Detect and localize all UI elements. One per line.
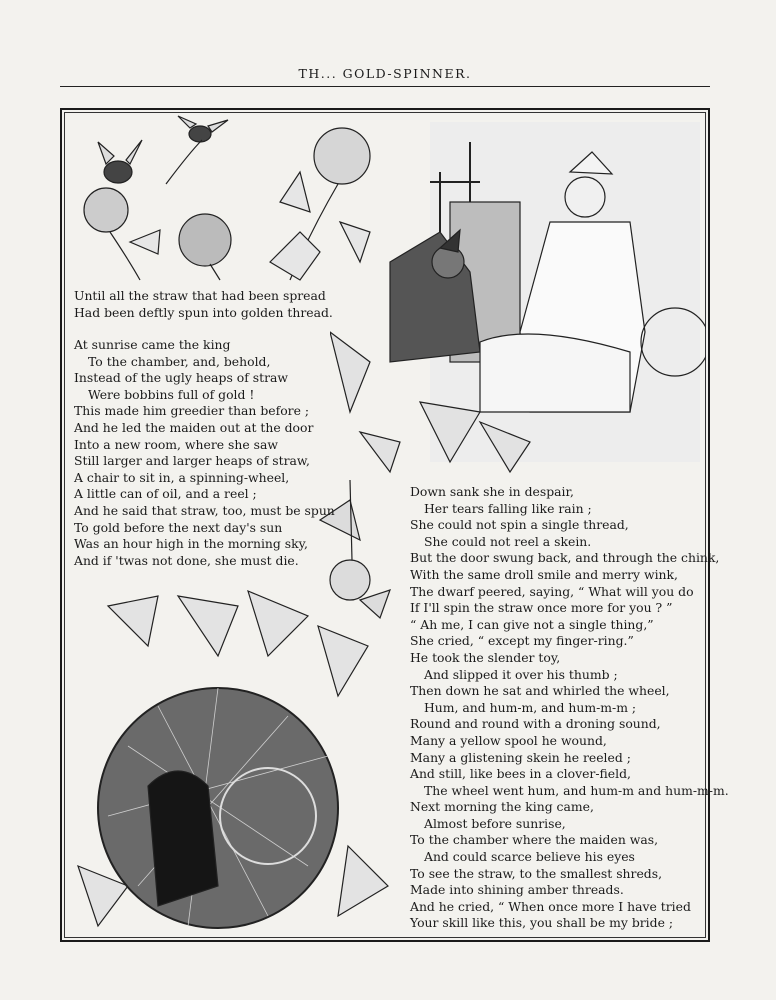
poem-line: And he led the maiden out at the door xyxy=(74,419,314,435)
maiden-dwarf-illustration xyxy=(330,112,706,482)
poem-line: Round and round with a droning sound, xyxy=(410,716,661,732)
poem-line: Into a new room, where she saw xyxy=(74,436,278,452)
poem-line: Still larger and larger heaps of straw, xyxy=(74,453,310,469)
poem-line: To the chamber, and, behold, xyxy=(88,353,271,369)
dwarf-at-wheel-vignette xyxy=(68,586,398,938)
poem-line: Her tears falling like rain ; xyxy=(424,500,592,516)
poem-line: Many a glistening skein he reeled ; xyxy=(410,749,631,765)
poem-line: At sunrise came the king xyxy=(74,337,231,352)
poem-line: To gold before the next day's sun xyxy=(74,519,283,535)
poem-line: Was an hour high in the morning sky, xyxy=(74,536,308,552)
header-rule xyxy=(60,86,710,87)
poem-line: She cried, “ except my finger-ring.” xyxy=(410,633,634,649)
poem-line: The wheel went hum, and hum-m and hum-m-m. xyxy=(424,782,729,798)
poem-line: To see the straw, to the smallest shreds, xyxy=(410,865,663,881)
poem-line: Almost before sunrise, xyxy=(424,815,566,831)
poem-line: Made into shining amber threads. xyxy=(410,882,624,898)
stanza xyxy=(410,484,729,932)
poem-line: And he cried, “ When once more I have tried xyxy=(410,898,691,914)
bee-icon xyxy=(178,116,228,142)
poem-line: This made him greedier than before ; xyxy=(74,403,310,419)
poem-line: And he said that straw, too, must be spun xyxy=(74,502,335,518)
poem-line: But the door swung back, and through the chink, xyxy=(410,550,720,566)
poem-line: Had been deftly spun into golden thread. xyxy=(74,304,333,320)
poem-line: If I'll spin the straw once more for you ? ” xyxy=(410,600,673,616)
poem-line: Until all the straw that had been spread xyxy=(74,288,326,303)
poem-line: And still, like bees in a clover-field, xyxy=(410,766,631,782)
poem-line: With the same droll smile and merry wink, xyxy=(410,566,678,582)
poem-line: Down sank she in despair, xyxy=(410,484,574,499)
poem-line: She could not spin a single thread, xyxy=(410,517,629,533)
poem-line: Hum, and hum-m, and hum-m-m ; xyxy=(424,699,637,715)
poem-line: The dwarf peered, saying, “ What will you do xyxy=(410,583,694,599)
poem-line: To the chamber where the maiden was, xyxy=(410,832,659,848)
poem-line: She could not reel a skein. xyxy=(424,533,592,549)
poem-line: Many a yellow spool he wound, xyxy=(410,732,607,748)
poem-line: And could scarce believe his eyes xyxy=(424,849,635,865)
poem-line: He took the slender toy, xyxy=(410,649,561,665)
running-header: TH... GOLD-SPINNER. xyxy=(298,66,472,81)
poem-line: Next morning the king came, xyxy=(410,799,594,815)
poem-line: Were bobbins full of gold ! xyxy=(88,386,255,402)
bee-icon xyxy=(98,140,142,183)
stanza xyxy=(74,288,333,321)
poem-line: Instead of the ugly heaps of straw xyxy=(74,370,288,386)
poem-line: A little can of oil, and a reel ; xyxy=(74,486,257,502)
poem-line: “ Ah me, I can give not a single thing,” xyxy=(410,616,654,632)
poem-line: And slipped it over his thumb ; xyxy=(424,666,618,682)
poem-line: And if 'twas not done, she must die. xyxy=(74,552,299,568)
poem-line: Then down he sat and whirled the wheel, xyxy=(410,683,670,699)
poem-line: A chair to sit in, a spinning-wheel, xyxy=(74,469,290,485)
poem-line: Your skill like this, you shall be my bride ; xyxy=(410,915,674,931)
stanza xyxy=(74,337,335,569)
